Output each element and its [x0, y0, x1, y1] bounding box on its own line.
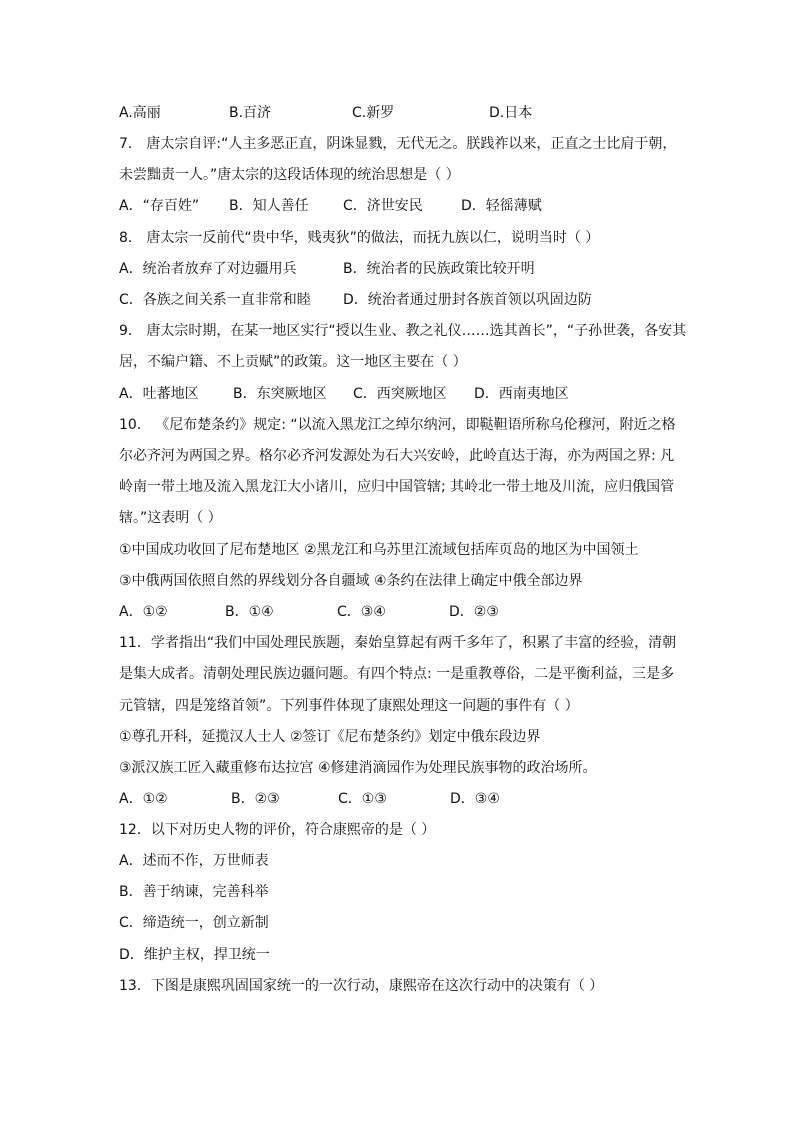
- q10-statement-line-2: ③中俄两国依照自然的界线划分各自疆域 ④条约在法律上确定中俄全部边界: [119, 573, 583, 589]
- q11-stem-line-3: 元管辖，四是笼络首领”。下列事件体现了康熙处理这一问题的事件有（ ）: [119, 698, 579, 714]
- q7-options: [119, 196, 719, 216]
- option-b: B．①④: [225, 604, 274, 620]
- q10-stem-line-1: 10． 《尼布楚条约》规定: “以流入黑龙江之绰尔纳河，即鞑靼语所称乌伦穆河，附近之格: [119, 417, 676, 433]
- option-b: B．知人善任: [229, 198, 309, 214]
- q13-stem-line-1: 13．下图是康熙巩固国家统一的一次行动，康熙帝在这次行动中的决策有（ ）: [119, 978, 604, 994]
- option-c: C.新罗: [352, 105, 395, 121]
- q8-stem-line-1: 8． 唐太宗一反前代“贵中华，贱夷狄”的做法，而抚九族以仁，说明当时（ ）: [119, 230, 600, 246]
- q11-stem-line-1: 11．学者指出“我们中国处理民族题，秦始皇算起有两千多年了，积累了丰富的经验，清朝: [119, 635, 677, 651]
- q10-stem-line-2: 尔必齐河为两国之界。格尔必齐河发源处为石大兴安岭，此岭直达于海，亦为两国之界: 凡: [119, 448, 675, 464]
- option-c: C．①③: [338, 791, 387, 807]
- q12-stem-line-1: 12．以下对历史人物的评价，符合康熙帝的是（ ）: [119, 822, 436, 838]
- q9-stem-line-2: 居，不编户籍、不上贡赋”的政策。这一地区主要在（ ）: [119, 354, 467, 370]
- option-c: C．各族之间关系一直非常和睦: [119, 292, 311, 308]
- option-d: D．统治者通过册封各族首领以巩固边防: [343, 292, 592, 308]
- q11-stem-line-2: 是集大成者。清朝处理民族边疆问题。有四个特点: 一是重教尊俗，二是平衡利益，三是多: [119, 666, 675, 682]
- q6-options: [119, 103, 719, 123]
- q10-statement-line-1: ①中国成功收回了尼布楚地区 ②黑龙江和乌苏里江流域包括库页岛的地区为中国领土: [119, 542, 639, 558]
- q7-stem-line-2: 未尝黜责一人。”唐太宗的这段话体现的统治思想是（ ）: [119, 167, 460, 183]
- option-b: B．②③: [231, 791, 280, 807]
- option-a: A．吐蕃地区: [119, 386, 199, 402]
- option-a: A．①②: [119, 604, 168, 620]
- q8-options-row-2: [119, 290, 719, 310]
- option-d: D．轻徭薄赋: [461, 198, 542, 214]
- q10-stem-line-3: 岭南一带土地及流入黑龙江大小诸川，应归中国管辖; 其岭北一带土地及川流，应归俄国管: [119, 479, 675, 495]
- option-a: A．统治者放弃了对边疆用兵: [119, 261, 297, 277]
- option-d: D．西南夷地区: [474, 386, 569, 402]
- option-a: A．①②: [119, 791, 168, 807]
- q12-option-a: A．述而不作，万世师表: [119, 853, 269, 869]
- q12-option-c: C．缔造统一，创立新制: [119, 915, 269, 931]
- option-d: D．③④: [450, 791, 500, 807]
- option-b: B.百济: [229, 105, 272, 121]
- q11-statement-line-2: ③派汉族工匠入藏重修布达拉宫 ④修建消滴园作为处理民族事物的政治场所。: [119, 760, 597, 776]
- q11-statement-line-1: ①尊孔开科，延揽汉人士人 ②签订《尼布楚条约》划定中俄东段边界: [119, 729, 541, 745]
- option-c: C．西突厥地区: [353, 386, 447, 402]
- option-b: B．东突厥地区: [233, 386, 327, 402]
- option-a: A．“存百姓”: [119, 198, 200, 214]
- option-d: D．②③: [449, 604, 499, 620]
- option-d: D.日本: [489, 105, 533, 121]
- q12-option-d: D．维护主权，捍卫统一: [119, 947, 270, 963]
- q8-options-row-1: [119, 259, 719, 279]
- option-c: C．济世安民: [343, 198, 423, 214]
- option-c: C．③④: [337, 604, 386, 620]
- q9-stem-line-1: 9． 唐太宗时期，在某一地区实行“授以生业、教之礼仪……选其酋长”，“子孙世袭，各安其: [119, 323, 687, 339]
- q11-options: [119, 789, 719, 809]
- option-b: B．统治者的民族政策比较开明: [343, 261, 535, 277]
- q10-stem-line-4: 辖。”这表明（ ）: [119, 510, 222, 526]
- option-a: A.高丽: [119, 105, 161, 121]
- q7-stem-line-1: 7． 唐太宗自评:“人主多恶正直，阴诛显戮，无代无之。朕践祚以来，正直之士比肩于朝，: [119, 136, 677, 152]
- q9-options: [119, 384, 719, 404]
- q10-options: [119, 602, 719, 622]
- q12-option-b: B．善于纳谏，完善科举: [119, 884, 269, 900]
